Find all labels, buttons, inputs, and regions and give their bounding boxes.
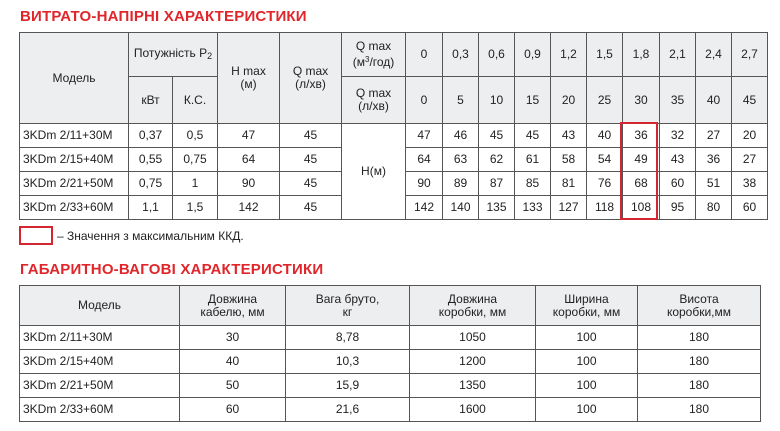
kw-cell: 0,75 bbox=[129, 172, 173, 196]
head-cell: 81 bbox=[551, 172, 587, 196]
hmax-cell: 142 bbox=[218, 196, 280, 220]
head-cell: 142 bbox=[406, 196, 443, 220]
head-cell: 108 bbox=[623, 196, 660, 220]
cable-cell: 60 bbox=[180, 398, 286, 422]
flow-m3h-cell: 1,8 bbox=[623, 33, 660, 77]
header-ks: К.С. bbox=[173, 77, 218, 124]
box-height-cell: 180 bbox=[638, 326, 761, 350]
head-cell: 49 bbox=[623, 148, 660, 172]
weight-cell: 8,78 bbox=[286, 326, 410, 350]
head-cell: 95 bbox=[660, 196, 696, 220]
head-cell: 40 bbox=[587, 124, 623, 148]
ks-cell: 1,5 bbox=[173, 196, 218, 220]
head-cell: 87 bbox=[479, 172, 515, 196]
flow-lmin-cell: 5 bbox=[443, 77, 479, 124]
head-cell: 64 bbox=[406, 148, 443, 172]
hmax-cell: 64 bbox=[218, 148, 280, 172]
qmax-cell: 45 bbox=[280, 196, 342, 220]
header-model: Модель bbox=[20, 33, 129, 124]
header-hmax: H max (м) bbox=[218, 33, 280, 124]
head-cell: 27 bbox=[732, 148, 768, 172]
flow-lmin-cell: 0 bbox=[406, 77, 443, 124]
head-cell: 61 bbox=[515, 148, 551, 172]
head-cell: 58 bbox=[551, 148, 587, 172]
kw-cell: 0,55 bbox=[129, 148, 173, 172]
head-label-cell: H(м) bbox=[342, 124, 406, 220]
box-length-cell: 1050 bbox=[410, 326, 536, 350]
legend-text: – Значення з максимальним ККД. bbox=[57, 229, 244, 243]
kw-cell: 1,1 bbox=[129, 196, 173, 220]
flow-lmin-cell: 15 bbox=[515, 77, 551, 124]
box-length-cell: 1350 bbox=[410, 374, 536, 398]
header-kw: кВт bbox=[129, 77, 173, 124]
kw-cell: 0,37 bbox=[129, 124, 173, 148]
head-cell: 127 bbox=[551, 196, 587, 220]
header-power: Потужність $P_2$ bbox=[129, 33, 218, 77]
head-cell: 38 bbox=[732, 172, 768, 196]
model-cell: 3KDm 2/15+40M bbox=[20, 148, 129, 172]
flow-m3h-cell: 2,1 bbox=[660, 33, 696, 77]
flow-lmin-cell: 10 bbox=[479, 77, 515, 124]
flow-m3h-cell: 2,7 bbox=[732, 33, 768, 77]
box-width-cell: 100 bbox=[536, 326, 638, 350]
header-box-length: Довжина коробки, мм bbox=[410, 286, 536, 326]
head-cell: 135 bbox=[479, 196, 515, 220]
head-cell: 133 bbox=[515, 196, 551, 220]
head-cell: 43 bbox=[551, 124, 587, 148]
head-cell: 46 bbox=[443, 124, 479, 148]
head-cell: 36 bbox=[623, 124, 660, 148]
dimensions-table bbox=[19, 285, 761, 422]
weight-cell: 10,3 bbox=[286, 350, 410, 374]
section-title-flow-head: ВИТРАТО-НАПІРНІ ХАРАКТЕРИСТИКИ bbox=[20, 8, 307, 25]
header-q-m3h: Q max $(м^3/год)$ bbox=[342, 33, 406, 77]
hmax-cell: 90 bbox=[218, 172, 280, 196]
head-cell: 60 bbox=[660, 172, 696, 196]
head-cell: 51 bbox=[696, 172, 732, 196]
qmax-cell: 45 bbox=[280, 172, 342, 196]
box-length-cell: 1200 bbox=[410, 350, 536, 374]
box-length-cell: 1600 bbox=[410, 398, 536, 422]
flow-lmin-cell: 30 bbox=[623, 77, 660, 124]
header-model: Модель bbox=[20, 286, 180, 326]
table-row bbox=[20, 398, 761, 422]
model-cell: 3KDm 2/11+30M bbox=[20, 124, 129, 148]
flow-m3h-cell: 0,3 bbox=[443, 33, 479, 77]
model-cell: 3KDm 2/21+50M bbox=[20, 374, 180, 398]
head-cell: 54 bbox=[587, 148, 623, 172]
box-height-cell: 180 bbox=[638, 374, 761, 398]
box-width-cell: 100 bbox=[536, 350, 638, 374]
head-cell: 62 bbox=[479, 148, 515, 172]
model-cell: 3KDm 2/11+30M bbox=[20, 326, 180, 350]
max-efficiency-highlight bbox=[620, 122, 658, 220]
table-row bbox=[20, 326, 761, 350]
ks-cell: 1 bbox=[173, 172, 218, 196]
head-cell: 89 bbox=[443, 172, 479, 196]
legend-swatch bbox=[19, 226, 53, 245]
head-cell: 90 bbox=[406, 172, 443, 196]
cable-cell: 50 bbox=[180, 374, 286, 398]
header-qmax: Q max (л/хв) bbox=[280, 33, 342, 124]
header-box-width: Ширина коробки, мм bbox=[536, 286, 638, 326]
table-row bbox=[20, 374, 761, 398]
flow-m3h-cell: 0,6 bbox=[479, 33, 515, 77]
flow-m3h-cell: 0,9 bbox=[515, 33, 551, 77]
ks-cell: 0,75 bbox=[173, 148, 218, 172]
hmax-cell: 47 bbox=[218, 124, 280, 148]
head-cell: 63 bbox=[443, 148, 479, 172]
flow-lmin-cell: 25 bbox=[587, 77, 623, 124]
flow-lmin-cell: 45 bbox=[732, 77, 768, 124]
head-cell: 47 bbox=[406, 124, 443, 148]
head-cell: 20 bbox=[732, 124, 768, 148]
flow-lmin-cell: 20 bbox=[551, 77, 587, 124]
head-cell: 45 bbox=[479, 124, 515, 148]
header-q-lmin: Q max (л/хв) bbox=[342, 77, 406, 124]
head-cell: 36 bbox=[696, 148, 732, 172]
model-cell: 3KDm 2/33+60M bbox=[20, 398, 180, 422]
header-cable-length: Довжина кабелю, мм bbox=[180, 286, 286, 326]
qmax-cell: 45 bbox=[280, 148, 342, 172]
model-cell: 3KDm 2/21+50M bbox=[20, 172, 129, 196]
weight-cell: 21,6 bbox=[286, 398, 410, 422]
qmax-cell: 45 bbox=[280, 124, 342, 148]
head-cell: 60 bbox=[732, 196, 768, 220]
head-cell: 140 bbox=[443, 196, 479, 220]
cable-cell: 40 bbox=[180, 350, 286, 374]
flow-lmin-cell: 40 bbox=[696, 77, 732, 124]
head-cell: 45 bbox=[515, 124, 551, 148]
model-cell: 3KDm 2/15+40M bbox=[20, 350, 180, 374]
box-height-cell: 180 bbox=[638, 398, 761, 422]
flow-m3h-cell: 2,4 bbox=[696, 33, 732, 77]
header-box-height: Висота коробки,мм bbox=[638, 286, 761, 326]
head-cell: 118 bbox=[587, 196, 623, 220]
flow-m3h-cell: 1,5 bbox=[587, 33, 623, 77]
box-height-cell: 180 bbox=[638, 350, 761, 374]
weight-cell: 15,9 bbox=[286, 374, 410, 398]
flow-m3h-cell: 0 bbox=[406, 33, 443, 77]
header-gross-weight: Вага бруто, кг bbox=[286, 286, 410, 326]
head-cell: 80 bbox=[696, 196, 732, 220]
head-cell: 68 bbox=[623, 172, 660, 196]
flow-lmin-cell: 35 bbox=[660, 77, 696, 124]
head-cell: 85 bbox=[515, 172, 551, 196]
head-cell: 27 bbox=[696, 124, 732, 148]
box-width-cell: 100 bbox=[536, 398, 638, 422]
cable-cell: 30 bbox=[180, 326, 286, 350]
box-width-cell: 100 bbox=[536, 374, 638, 398]
flow-m3h-cell: 1,2 bbox=[551, 33, 587, 77]
model-cell: 3KDm 2/33+60M bbox=[20, 196, 129, 220]
head-cell: 76 bbox=[587, 172, 623, 196]
head-cell: 32 bbox=[660, 124, 696, 148]
section-title-dimensions: ГАБАРИТНО-ВАГОВІ ХАРАКТЕРИСТИКИ bbox=[20, 261, 324, 278]
table-row bbox=[20, 350, 761, 374]
ks-cell: 0,5 bbox=[173, 124, 218, 148]
head-cell: 43 bbox=[660, 148, 696, 172]
